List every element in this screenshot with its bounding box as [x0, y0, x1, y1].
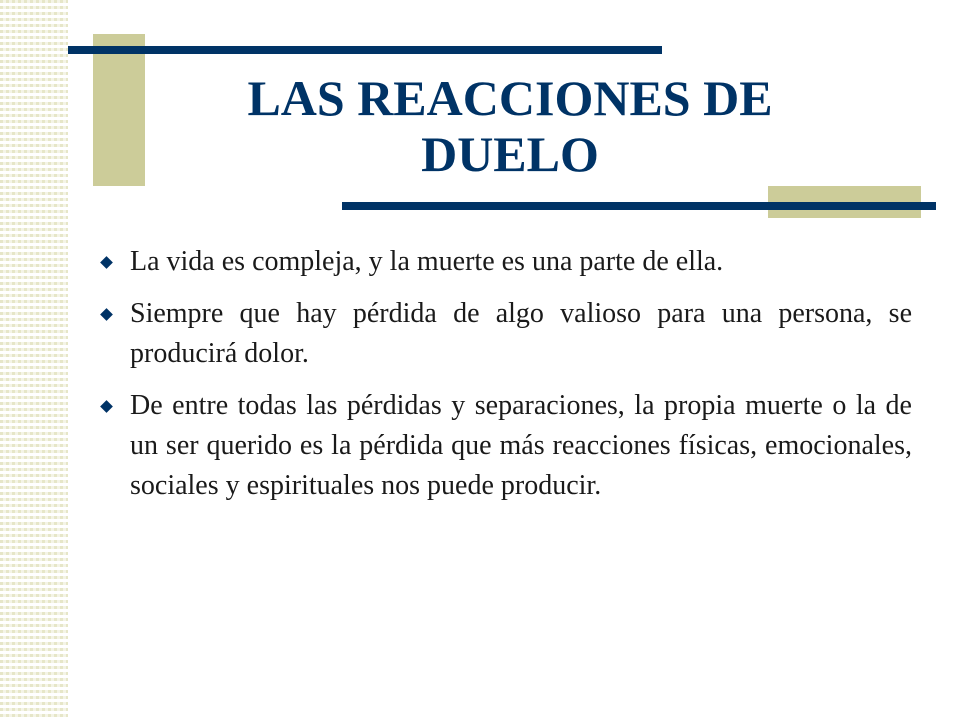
bullet-item-1 [100, 242, 912, 282]
bullet-text-3: De entre todas las pérdidas y separaciones, la propia muerte o la de un ser querido es la pérdida que más reacciones físicas, emocionales, sociales y espirituales nos puede producir. [130, 390, 912, 501]
bullet-item-2 [100, 294, 912, 374]
diamond-icon [100, 256, 113, 269]
slide-title: LAS REACCIONES DE DUELO [247, 70, 773, 182]
olive-accent-block-top [93, 34, 145, 186]
bullet-item-3 [100, 386, 912, 506]
diamond-icon [100, 308, 113, 321]
diamond-icon [100, 400, 113, 413]
bullet-text-1: La vida es compleja, y la muerte es una parte de ella. [130, 246, 724, 277]
bullet-list [100, 242, 912, 518]
navy-accent-line-top [68, 46, 662, 54]
left-stripe-border [0, 0, 68, 720]
navy-accent-line-bottom [342, 202, 936, 210]
bullet-text-2: Siempre que hay pérdida de algo valioso para una persona, se producirá dolor. [130, 298, 912, 369]
